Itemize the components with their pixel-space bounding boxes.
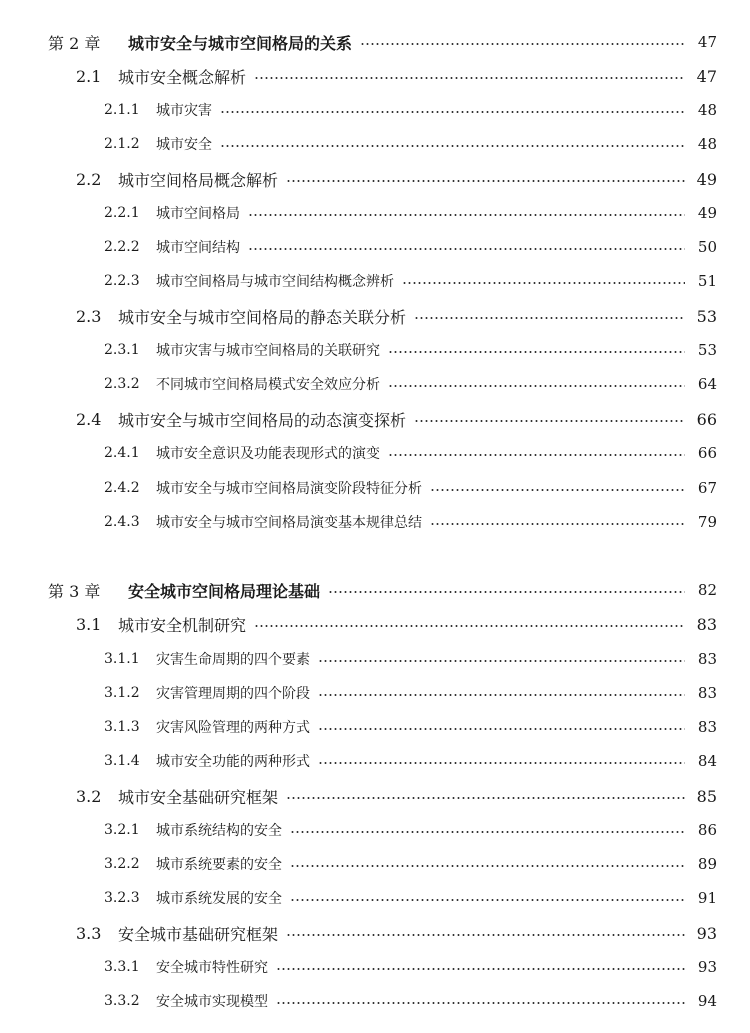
toc-entry-page-number: 49: [696, 169, 717, 189]
toc-subsection-entry: [0, 198, 750, 228]
toc-entry-page-number: 50: [697, 238, 717, 256]
toc-entry-title: 城市空间格局与城市空间结构概念辨析: [156, 274, 394, 290]
toc-entry-page-number: 89: [697, 855, 717, 873]
toc-entry-title: 城市安全与城市空间格局演变基本规律总结: [156, 515, 422, 531]
toc-section-entry: [0, 61, 750, 91]
toc-section-entry: [0, 164, 750, 194]
dot-leader: [430, 523, 685, 525]
dot-leader: [318, 660, 685, 662]
toc-entry-title: 城市系统发展的安全: [156, 891, 282, 907]
dot-leader: [254, 77, 685, 79]
toc-entry-title: 城市安全机制研究: [118, 615, 247, 635]
toc-entry-number: 2.2: [76, 169, 102, 189]
toc-entry-number: 2.1.1: [104, 102, 140, 118]
toc-section-entry: [0, 609, 750, 639]
toc-subsection-entry: [0, 746, 750, 776]
toc-entry-title: 城市安全与城市空间格局的关系: [128, 33, 353, 53]
toc-subsection-entry: [0, 129, 750, 159]
dot-leader: [220, 111, 685, 113]
toc-section-entry: [0, 301, 750, 331]
dot-leader: [290, 865, 685, 867]
toc-entry-page-number: 83: [696, 614, 717, 634]
toc-entry-number: 3.3.2: [104, 993, 140, 1009]
toc-entry-page-number: 47: [697, 33, 717, 51]
dot-leader: [286, 180, 685, 182]
toc-chapter-entry: [0, 575, 750, 605]
dot-leader: [388, 454, 685, 456]
toc-entry-title: 城市安全与城市空间格局演变阶段特征分析: [156, 481, 422, 497]
toc-entry-page-number: 83: [697, 684, 717, 702]
toc-entry-title: 城市系统要素的安全: [156, 857, 282, 873]
toc-entry-number: 3.1.2: [104, 685, 140, 701]
toc-entry-page-number: 94: [697, 992, 717, 1010]
toc-entry-number: 2.3.1: [104, 342, 140, 358]
toc-entry-page-number: 48: [697, 135, 717, 153]
dot-leader: [248, 214, 685, 216]
toc-chapter-entry: [0, 27, 750, 57]
toc-entry-title: 城市安全概念解析: [118, 67, 247, 87]
toc-entry-title: 城市系统结构的安全: [156, 823, 282, 839]
toc-entry-number: 2.2.3: [104, 273, 140, 289]
toc-section-entry: [0, 918, 750, 948]
toc-entry-number: 第 2 章: [48, 33, 101, 53]
toc-entry-number: 3.2.3: [104, 890, 140, 906]
toc-section-entry: [0, 404, 750, 434]
dot-leader: [318, 762, 685, 764]
toc-entry-page-number: 66: [697, 444, 717, 462]
toc-subsection-entry: [0, 438, 750, 468]
toc-entry-page-number: 47: [696, 66, 717, 86]
toc-entry-title: 灾害管理周期的四个阶段: [156, 686, 310, 702]
toc-entry-page-number: 67: [697, 479, 717, 497]
toc-entry-page-number: 49: [697, 204, 717, 222]
toc-entry-number: 2.3: [76, 306, 102, 326]
toc-entry-page-number: 85: [696, 786, 717, 806]
dot-leader: [276, 1002, 685, 1004]
toc-section-entry: [0, 781, 750, 811]
toc-entry-page-number: 51: [697, 272, 717, 290]
toc-entry-title: 城市安全与城市空间格局的静态关联分析: [118, 307, 407, 327]
toc-entry-page-number: 83: [697, 718, 717, 736]
dot-leader: [254, 625, 685, 627]
toc-entry-number: 2.1: [76, 66, 102, 86]
toc-entry-title: 城市安全意识及功能表现形式的演变: [156, 446, 380, 462]
toc-entry-number: 2.4.3: [104, 514, 140, 530]
toc-subsection-entry: [0, 815, 750, 845]
toc-subsection-entry: [0, 712, 750, 742]
toc-entry-number: 3.2: [76, 786, 102, 806]
toc-entry-title: 灾害风险管理的两种方式: [156, 720, 310, 736]
toc-entry-title: 不同城市空间格局模式安全效应分析: [156, 377, 380, 393]
toc-entry-title: 灾害生命周期的四个要素: [156, 652, 310, 668]
toc-subsection-entry: [0, 95, 750, 125]
toc-entry-title: 安全城市空间格局理论基础: [128, 581, 321, 601]
toc-entry-number: 3.3.1: [104, 959, 140, 975]
dot-leader: [318, 694, 685, 696]
toc-entry-title: 安全城市基础研究框架: [118, 924, 279, 944]
toc-entry-page-number: 64: [697, 375, 717, 393]
dot-leader: [220, 145, 685, 147]
toc-entry-page-number: 93: [697, 958, 717, 976]
dot-leader: [290, 831, 685, 833]
toc-entry-number: 2.2.2: [104, 239, 140, 255]
toc-subsection-entry: [0, 473, 750, 503]
dot-leader: [290, 899, 685, 901]
toc-entry-number: 3.2.2: [104, 856, 140, 872]
dot-leader: [360, 43, 685, 45]
toc-entry-title: 城市安全基础研究框架: [118, 787, 279, 807]
toc-entry-number: 3.1: [76, 614, 102, 634]
toc-entry-title: 城市灾害与城市空间格局的关联研究: [156, 343, 380, 359]
toc-subsection-entry: [0, 507, 750, 537]
toc-entry-title: 城市空间格局: [156, 206, 240, 222]
toc-entry-page-number: 86: [697, 821, 717, 839]
toc-entry-number: 第 3 章: [48, 581, 101, 601]
toc-entry-number: 3.1.3: [104, 719, 140, 735]
dot-leader: [248, 248, 685, 250]
toc-entry-number: 2.2.1: [104, 205, 140, 221]
toc-entry-page-number: 53: [697, 341, 717, 359]
toc-entry-page-number: 48: [697, 101, 717, 119]
toc-entry-page-number: 66: [696, 409, 717, 429]
toc-entry-title: 安全城市实现模型: [156, 994, 268, 1010]
toc-entry-page-number: 93: [696, 923, 717, 943]
toc-entry-title: 城市空间结构: [156, 240, 240, 256]
toc-entry-title: 城市安全功能的两种形式: [156, 754, 310, 770]
toc-subsection-entry: [0, 849, 750, 879]
dot-leader: [318, 728, 685, 730]
dot-leader: [414, 317, 685, 319]
toc-subsection-entry: [0, 678, 750, 708]
dot-leader: [276, 968, 685, 970]
toc-subsection-entry: [0, 952, 750, 982]
dot-leader: [430, 489, 685, 491]
toc-entry-title: 城市安全: [156, 137, 212, 153]
toc-subsection-entry: [0, 232, 750, 262]
toc-entry-page-number: 79: [697, 513, 717, 531]
toc-entry-page-number: 83: [697, 650, 717, 668]
toc-entry-title: 城市空间格局概念解析: [118, 170, 279, 190]
toc-entry-title: 城市灾害: [156, 103, 212, 119]
toc-entry-page-number: 53: [696, 306, 717, 326]
toc-entry-number: 2.1.2: [104, 136, 140, 152]
toc-entry-page-number: 91: [697, 889, 717, 907]
dot-leader: [388, 351, 685, 353]
toc-subsection-entry: [0, 335, 750, 365]
toc-entry-title: 安全城市特性研究: [156, 960, 268, 976]
toc-entry-title: 城市安全与城市空间格局的动态演变探析: [118, 410, 407, 430]
toc-entry-number: 3.3: [76, 923, 102, 943]
toc-entry-number: 2.4.1: [104, 445, 140, 461]
dot-leader: [286, 934, 685, 936]
dot-leader: [414, 420, 685, 422]
toc-subsection-entry: [0, 986, 750, 1016]
toc-subsection-entry: [0, 266, 750, 296]
toc-entry-number: 2.4.2: [104, 480, 140, 496]
dot-leader: [402, 282, 685, 284]
dot-leader: [388, 385, 685, 387]
toc-entry-page-number: 84: [697, 752, 717, 770]
dot-leader: [328, 591, 685, 593]
toc-entry-page-number: 82: [697, 581, 717, 599]
toc-subsection-entry: [0, 644, 750, 674]
toc-entry-number: 2.3.2: [104, 376, 140, 392]
toc-entry-number: 3.1.1: [104, 651, 140, 667]
toc-entry-number: 3.1.4: [104, 753, 140, 769]
dot-leader: [286, 797, 685, 799]
toc-subsection-entry: [0, 883, 750, 913]
toc-subsection-entry: [0, 369, 750, 399]
toc-entry-number: 3.2.1: [104, 822, 140, 838]
toc-entry-number: 2.4: [76, 409, 102, 429]
